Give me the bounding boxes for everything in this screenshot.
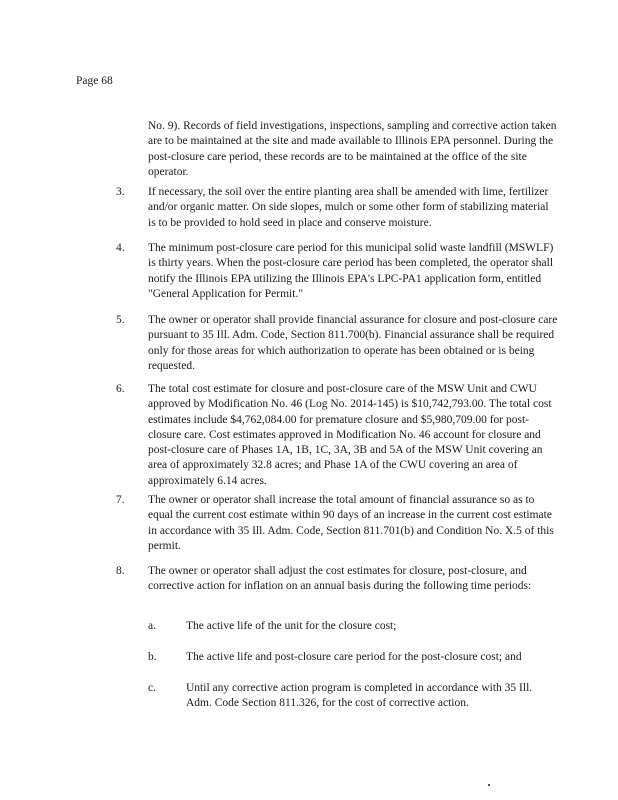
condition-item-5 <box>116 313 558 374</box>
subitem-a <box>148 619 558 634</box>
condition-number: 8. <box>116 565 125 577</box>
condition-text: The minimum post-closure care period for this municipal solid waste landfill (MSWLF) is thirty years. When the post-closure care period has been completed, the operator shall notify the Illinois EPA utilizing the Illinois EPA's LPC-PA1 application form, entitled "General Application for Permit." <box>148 242 554 300</box>
condition-text: The owner or operator shall provide financial assurance for closure and post-closure care pursuant to 35 Ill. Adm. Code, Section 811.700(b). Financial assurance shall be required only for those areas for which authorization to operate has been obtained or is being requested. <box>148 314 558 372</box>
condition-text: The total cost estimate for closure and post-closure care of the MSW Unit and CWU approved by Modification No. 46 (Log No. 2014-145) is $10,742,793.00. The total cost estimates include $4,762,084.00 for premature closure and $5,980,709.00 for post-closure care. Cost estimates approved in Modification No. 46 account for closure and post-closure care of Phases 1A, 1B, 1C, 3A, 3B and 5A of the MSW Unit covering an area of approximately 32.8 acres; and Phase 1A of the CWU covering an area of approximately 6.14 acres. <box>148 383 552 487</box>
condition-number: 3. <box>116 186 125 198</box>
condition-item-3 <box>116 185 558 231</box>
subitem-b <box>148 650 558 665</box>
condition-number: 4. <box>116 242 125 254</box>
subitem-letter: b. <box>148 651 157 663</box>
condition-text: The owner or operator shall adjust the cost estimates for closure, post-closure, and corrective action for inflation on an annual basis during the following time periods: <box>148 565 532 593</box>
condition-number: 7. <box>116 494 125 506</box>
condition-item-6 <box>116 382 558 489</box>
continuation-paragraph: No. 9). Records of field investigations, inspections, sampling and corrective action taken are to be maintained at the site and made available to Illinois EPA personnel. During the post-closure care period, these records are to be maintained at the office of the site operator. <box>148 120 557 178</box>
page-number: Page 68 <box>76 75 113 87</box>
subitem-text: The active life and post-closure care period for the post-closure cost; and <box>186 651 522 663</box>
subitem-text: The active life of the unit for the closure cost; <box>186 620 397 632</box>
condition-number: 6. <box>116 383 125 395</box>
scan-speck <box>488 784 490 786</box>
condition-item-8 <box>116 564 558 595</box>
subitem-c <box>148 681 558 712</box>
condition-item-4 <box>116 241 558 302</box>
condition-item-7 <box>116 493 558 554</box>
subitem-letter: c. <box>148 682 156 694</box>
condition-text: The owner or operator shall increase the total amount of financial assurance so as to equal the current cost estimate within 90 days of an increase in the current cost estimate in accordance with 35 Ill. Adm. Code, Section 811.701(b) and Condition No. X.5 of this permit. <box>148 494 554 552</box>
subitem-text: Until any corrective action program is completed in accordance with 35 Ill. Adm. Code Section 811.326, for the cost of corrective action. <box>186 682 533 710</box>
condition-text: If necessary, the soil over the entire planting area shall be amended with lime, fertilizer and/or organic matter. On side slopes, mulch or some other form of stabilizing material is to be provided to hold seed in place and conserve moisture. <box>148 186 549 229</box>
condition-number: 5. <box>116 314 125 326</box>
subitem-letter: a. <box>148 620 156 632</box>
